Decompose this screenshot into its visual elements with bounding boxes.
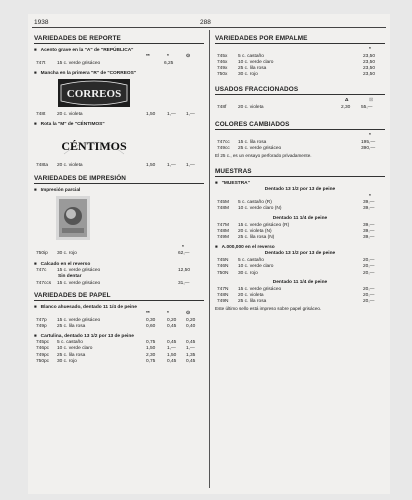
section-title: VARIEDADES DE PAPEL <box>34 292 111 300</box>
price-mint: 20,— <box>363 258 375 264</box>
stamp-description: 20 c. violeta <box>57 163 83 169</box>
stamp-description: 15 c. verde grisáceo (R) <box>238 222 290 228</box>
variety-heading: ■ Blanco ahuesado, dentado 11 1/4 de peine <box>34 304 204 311</box>
footnote: Este último sello está impreso sobre papel grisáceo. <box>215 306 322 312</box>
mint-symbol: * <box>369 193 371 199</box>
section-rule <box>34 183 204 184</box>
section-rule <box>34 43 204 44</box>
price-mint: 23,50 <box>363 65 376 71</box>
table-row <box>215 105 385 111</box>
catalog-number: 746pc <box>36 346 50 352</box>
stamp-description: 30 c. rojo <box>57 358 77 364</box>
table-row <box>34 324 204 330</box>
price-mint: 20,— <box>363 286 375 292</box>
stamp-description: 25 c. lila rosa <box>57 323 86 329</box>
stamp-description: 15 c. lila rosa <box>238 139 267 145</box>
catalog-number: 748M <box>217 228 229 234</box>
table-row <box>34 163 204 169</box>
stamp-description: 25 c. lila rosa <box>238 299 267 305</box>
price-mint: 23,50 <box>363 72 376 78</box>
column-divider <box>209 30 210 488</box>
cover-symbol: ⊠ <box>369 98 374 104</box>
variety-heading: ■ "MUESTRA" <box>215 180 385 187</box>
catalog-number: 750N <box>217 270 229 276</box>
stamp-description: 10 c. verde claro <box>57 346 93 352</box>
price-mint: 31,— <box>178 280 190 286</box>
price-used: 1,35 <box>186 352 196 358</box>
price-used: 0,45 <box>186 340 196 346</box>
stamp-description: 15 c. verde grisáceo <box>57 267 101 273</box>
table-row <box>34 268 204 274</box>
catalog-number: 747N <box>217 286 229 292</box>
fraction-symbol: Δ <box>345 98 349 104</box>
mint-symbol: * <box>182 244 184 250</box>
variety-heading: ■ Rota la "M" de "CÉNTIMOS" <box>34 121 204 128</box>
section-title: VARIEDADES DE REPORTE <box>34 35 121 42</box>
catalog-number: 747M <box>217 222 229 228</box>
price-mint: 1,— <box>167 163 176 169</box>
section-title: MUESTRAS <box>215 167 252 175</box>
price-mint-nh: 1,50 <box>146 163 156 169</box>
price-used: 1,— <box>186 163 195 169</box>
price-used: 0,20 <box>186 317 196 323</box>
catalog-number: 747ccs <box>36 280 52 286</box>
table-row <box>215 146 385 152</box>
table-row <box>215 299 385 305</box>
stamp-description: 5 c. castaño <box>238 258 264 264</box>
price-mint: 20,— <box>363 264 375 270</box>
stamp-description: 20 c. violeta (N) <box>238 228 272 234</box>
section-title: USADOS FRACCIONADOS <box>215 86 299 94</box>
price-mint: 39,— <box>363 222 375 228</box>
stamp-description: 20 c. violeta <box>238 104 264 110</box>
price-mint: 0,45 <box>167 340 177 346</box>
variety-heading: ■ Cartulina, dentado 13 1/2 por 13 de peine <box>34 333 204 340</box>
catalog-number: 745pc <box>36 340 50 346</box>
price-mint-nh: 0,75 <box>146 340 156 346</box>
price-mint-nh: 0,60 <box>146 323 156 329</box>
price-mint: 20,— <box>363 292 375 298</box>
catalog-number: 748f <box>217 104 227 110</box>
price-mint: 6,25 <box>164 60 174 66</box>
stamp-description: 30 c. rojo <box>57 251 77 257</box>
subheading: Dentado 11 1/4 de peine <box>272 279 328 285</box>
mint-symbol: * <box>167 311 169 317</box>
stamp-description: 10 c. verde claro <box>238 264 274 270</box>
price-mint: 1,— <box>167 112 176 118</box>
table-row <box>215 235 385 241</box>
catalog-number: 749M <box>217 234 229 240</box>
price-mint: 195,— <box>361 139 376 145</box>
section-title: VARIEDADES DE IMPRESIÓN <box>34 174 127 182</box>
section-rule <box>215 176 385 177</box>
price-mint: 390,— <box>361 145 376 151</box>
stamp-description: 20 c. violeta <box>238 292 264 298</box>
table-row <box>215 271 385 277</box>
catalog-number: 749pc <box>36 352 50 358</box>
mint-symbol: * <box>369 133 371 139</box>
section-rule <box>215 94 385 95</box>
price-mint-nh: 0,75 <box>146 358 156 364</box>
stamp-description: 15 c. verde grisáceo <box>57 60 101 66</box>
subheading: Dentado 13 1/2 por 13 de peine <box>264 186 336 192</box>
catalog-number: 748t <box>36 112 46 118</box>
stamp-description: 25 c. lila rosa <box>238 65 267 71</box>
catalog-number: 750x <box>217 72 228 78</box>
catalog-number: 749N <box>217 299 229 305</box>
price-mint-nh: 1,50 <box>146 112 156 118</box>
price-mint: 0,45 <box>167 358 177 364</box>
price-mint-nh: 1,50 <box>146 346 156 352</box>
stamp-description: 25 c. lila rosa (N) <box>238 234 275 240</box>
overprint-text: CORREOS <box>66 87 122 100</box>
table-row <box>34 359 204 365</box>
price-mint-nh: 2,30 <box>146 352 156 358</box>
stamp-description: 15 c. verde grisáceo <box>57 280 101 286</box>
catalog-number: 746N <box>217 264 229 270</box>
price-mint: 12,50 <box>178 267 191 273</box>
stamp-description: 25 c. verde grisáceo <box>238 145 282 151</box>
price-used: 0,40 <box>186 323 196 329</box>
variety-heading: ■ Acento grave en la "A" de "REPÚBLICA" <box>34 47 204 54</box>
price-mint: 39,— <box>363 200 375 206</box>
catalog-number: 745x <box>217 53 228 59</box>
used-symbol: ⊙ <box>186 54 191 60</box>
catalog-number: 746x <box>217 59 228 65</box>
section-title: COLORES CAMBIADOS <box>215 121 290 129</box>
catalog-number: 748M <box>217 206 229 212</box>
variety-heading: ■ A.000,000 en el reverso <box>215 244 385 251</box>
header-year: 1938 <box>34 19 49 26</box>
right-column <box>215 30 385 312</box>
catalog-number: 750pc <box>36 358 50 364</box>
stamp-description: 5 c. castaño (R) <box>238 200 272 206</box>
price-mint: 62,— <box>178 251 190 257</box>
overprint-text: CÉNTIMOS <box>61 139 127 154</box>
left-column <box>34 30 204 365</box>
price-cover: 55,— <box>361 104 373 110</box>
catalog-number: 749cc <box>217 145 230 151</box>
subheading: Dentado 11 1/4 de peine <box>272 215 328 221</box>
catalog-number: 747c <box>36 267 47 273</box>
mint-nh-symbol: ** <box>146 311 150 317</box>
stamp-description: 10 c. verde claro <box>238 59 274 65</box>
catalog-number: 749x <box>217 65 228 71</box>
stamp-description: 25 c. lila rosa <box>57 352 86 358</box>
table-row <box>215 72 385 78</box>
catalog-number: 747cc <box>217 139 230 145</box>
header-rule <box>32 27 386 28</box>
price-mint: 39,— <box>363 206 375 212</box>
price-mint: 23,50 <box>363 59 376 65</box>
stamp-description: 15 c. verde grisáceo <box>238 286 282 292</box>
catalog-number: 750ip <box>36 251 48 257</box>
catalog-number: 748N <box>217 292 229 298</box>
subheading: Sin dentar <box>58 273 82 279</box>
catalog-number: 749p <box>36 323 47 329</box>
variety-heading: ■ Impresión parcial <box>34 187 204 194</box>
price-used: 1,— <box>186 112 195 118</box>
price-mint: 39,— <box>363 228 375 234</box>
price-mint: 1,50 <box>167 352 177 358</box>
stamp-description: 15 c. verde grisáceo <box>57 317 101 323</box>
used-symbol: ⊙ <box>186 311 191 317</box>
stamp-description: 20 c. violeta <box>57 112 83 118</box>
price-fraction: 2,30 <box>341 104 351 110</box>
stamp-detail-image <box>58 79 204 110</box>
catalog-number: 745N <box>217 258 229 264</box>
price-mint: 0,45 <box>167 323 177 329</box>
subheading: Dentado 13 1/2 por 13 de peine <box>264 251 336 257</box>
section-rule <box>215 129 385 130</box>
catalog-page <box>28 14 390 494</box>
price-mint: 1,— <box>167 346 176 352</box>
mint-symbol: * <box>167 54 169 60</box>
stamp-description: 30 c. rojo <box>238 270 258 276</box>
variety-heading: ■ Mancha en la primera "R" de "CORREOS" <box>34 70 204 77</box>
catalog-number: 748ta <box>36 163 49 169</box>
table-row <box>34 61 204 67</box>
stamp-description: 5 c. castaño <box>57 340 83 346</box>
price-mint: 23,50 <box>363 53 376 59</box>
price-mint: 20,— <box>363 270 375 276</box>
price-used: 1,— <box>186 346 195 352</box>
section-rule <box>215 43 385 44</box>
variety-heading: ■ Calcado en el reverso <box>34 261 204 268</box>
table-row <box>34 251 204 257</box>
stamp-description: 5 c. castaño <box>238 53 264 59</box>
stamp-description: 30 c. rojo <box>238 72 258 78</box>
table-row <box>34 112 204 118</box>
section-title: VARIEDADES POR EMPALME <box>215 35 308 42</box>
mint-symbol: * <box>369 47 371 53</box>
header-page-number: 288 <box>200 19 211 26</box>
footnote: El 25 c., es un ensayo perforado privadamente. <box>215 153 312 159</box>
catalog-number: 745M <box>217 200 229 206</box>
catalog-number: 747t <box>36 60 46 66</box>
catalog-number: 747p <box>36 317 47 323</box>
mint-nh-symbol: ** <box>146 54 150 60</box>
price-mint-nh: 0,30 <box>146 317 156 323</box>
section-rule <box>34 300 204 301</box>
price-mint: 0,20 <box>167 317 177 323</box>
price-mint: 20,— <box>363 299 375 305</box>
price-used: 0,45 <box>186 358 196 364</box>
stamp-detail-image <box>58 130 204 161</box>
table-row <box>215 206 385 212</box>
table-row <box>34 281 204 287</box>
stamp-image <box>56 196 204 243</box>
price-mint: 39,— <box>363 234 375 240</box>
stamp-description: 10 c. verde claro (N) <box>238 206 282 212</box>
